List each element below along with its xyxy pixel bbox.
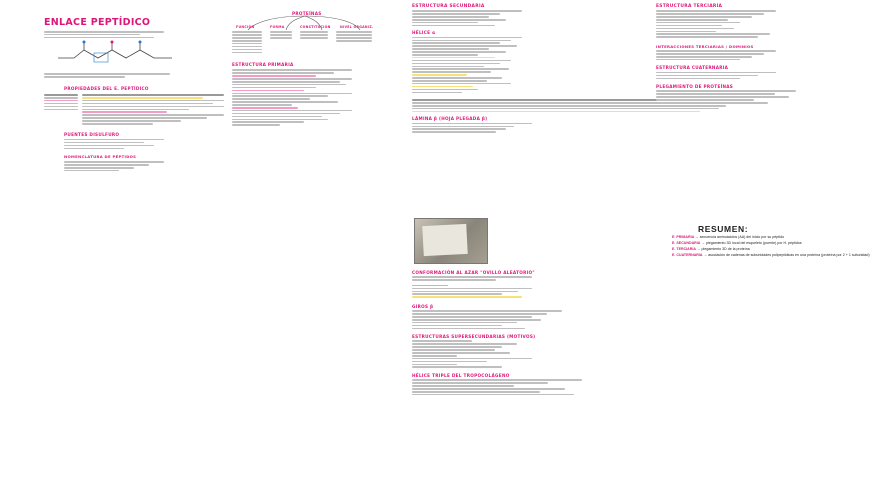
- peptide-bond-structure-diagram: [54, 36, 194, 70]
- heading-propiedades: PROPIEDADES DEL E. PEPTÍDICO: [64, 85, 149, 91]
- resumen-row-label: E. PRIMARIA: [672, 235, 695, 239]
- heading-interacciones-terciarias: INTERACCIONES TERCIARIAS / DOMINIOS: [656, 43, 754, 49]
- resumen-box: [672, 224, 870, 258]
- proteinas-branch-4: NIVEL ORGANIZ.: [340, 25, 374, 29]
- side-notes: [44, 93, 78, 126]
- heading-plegamiento: PLEGAMIENTO DE PROTEÍNAS: [656, 84, 734, 90]
- heading-puentes-disulfuro: PUENTES DISULFURO: [64, 131, 120, 137]
- resumen-title: RESUMEN:: [698, 224, 749, 234]
- heading-helice-triple: HÉLICE TRIPLE DEL TROPOCOLÁGENO: [412, 373, 510, 379]
- proteinas-branch-2: FORMA: [270, 25, 285, 29]
- resumen-row-text: → plegamiento 3D de la proteína: [696, 247, 750, 251]
- proteinas-branch-3: CONSTITUCIÓN: [300, 25, 331, 29]
- column-4: [656, 0, 836, 105]
- heading-nomenclatura: NOMENCLATURA DE PÉPTIDOS: [64, 154, 137, 160]
- resumen-row-label: E. TERCIARIA: [672, 247, 696, 251]
- heading-lamina-beta: LÁMINA β (HOJA PLEGADA β): [412, 116, 488, 122]
- resumen-row: [672, 252, 870, 258]
- column-1-body: [44, 72, 224, 173]
- column-2-body: [232, 30, 392, 127]
- handwritten-notes-photo: [414, 218, 488, 264]
- resumen-row-label: E. CUATERNARIA: [672, 253, 703, 257]
- resumen-row-label: E. SECUNDARIA: [672, 241, 701, 245]
- title-enlace-peptidico: ENLACE PEPTÍDICO: [44, 17, 151, 28]
- proteinas-branch-1: FUNCIÓN: [236, 25, 255, 29]
- column-1: [44, 0, 224, 40]
- resumen-row-text: → asociación de cadenas de subunidades polipeptídicas en una proteína (proteína por 2 + 1 subunidad): [703, 253, 870, 257]
- heading-estructura-secundaria: ESTRUCTURA SECUNDARIA: [412, 4, 485, 9]
- resumen-row-text: → plegamiento 3D local del esqueleto (puente) por H. péptidos: [701, 241, 802, 245]
- heading-giros-beta: GIROS β: [412, 303, 434, 309]
- resumen-row-text: → secuencia aminoácidos (AA) del inicio por su péptido: [695, 235, 785, 239]
- column-3: [412, 0, 652, 134]
- heading-estructura-cuaternaria: ESTRUCTURA CUATERNARIA: [656, 65, 729, 71]
- heading-estructura-terciaria: ESTRUCTURA TERCIARIA: [656, 4, 723, 9]
- heading-helice-alfa: HÉLICE α: [412, 30, 436, 36]
- heading-supersecundarias: ESTRUCTURAS SUPERSECUNDARIAS (MOTIVOS): [412, 334, 536, 340]
- heading-estructura-primaria: ESTRUCTURA PRIMARIA: [232, 62, 294, 68]
- heading-conformacion-azar: CONFORMACIÓN AL AZAR "OVILLO ALEATORIO": [412, 270, 535, 275]
- proteinas-heading: PROTEÍNAS: [292, 11, 322, 16]
- column-3-lower: [412, 270, 652, 397]
